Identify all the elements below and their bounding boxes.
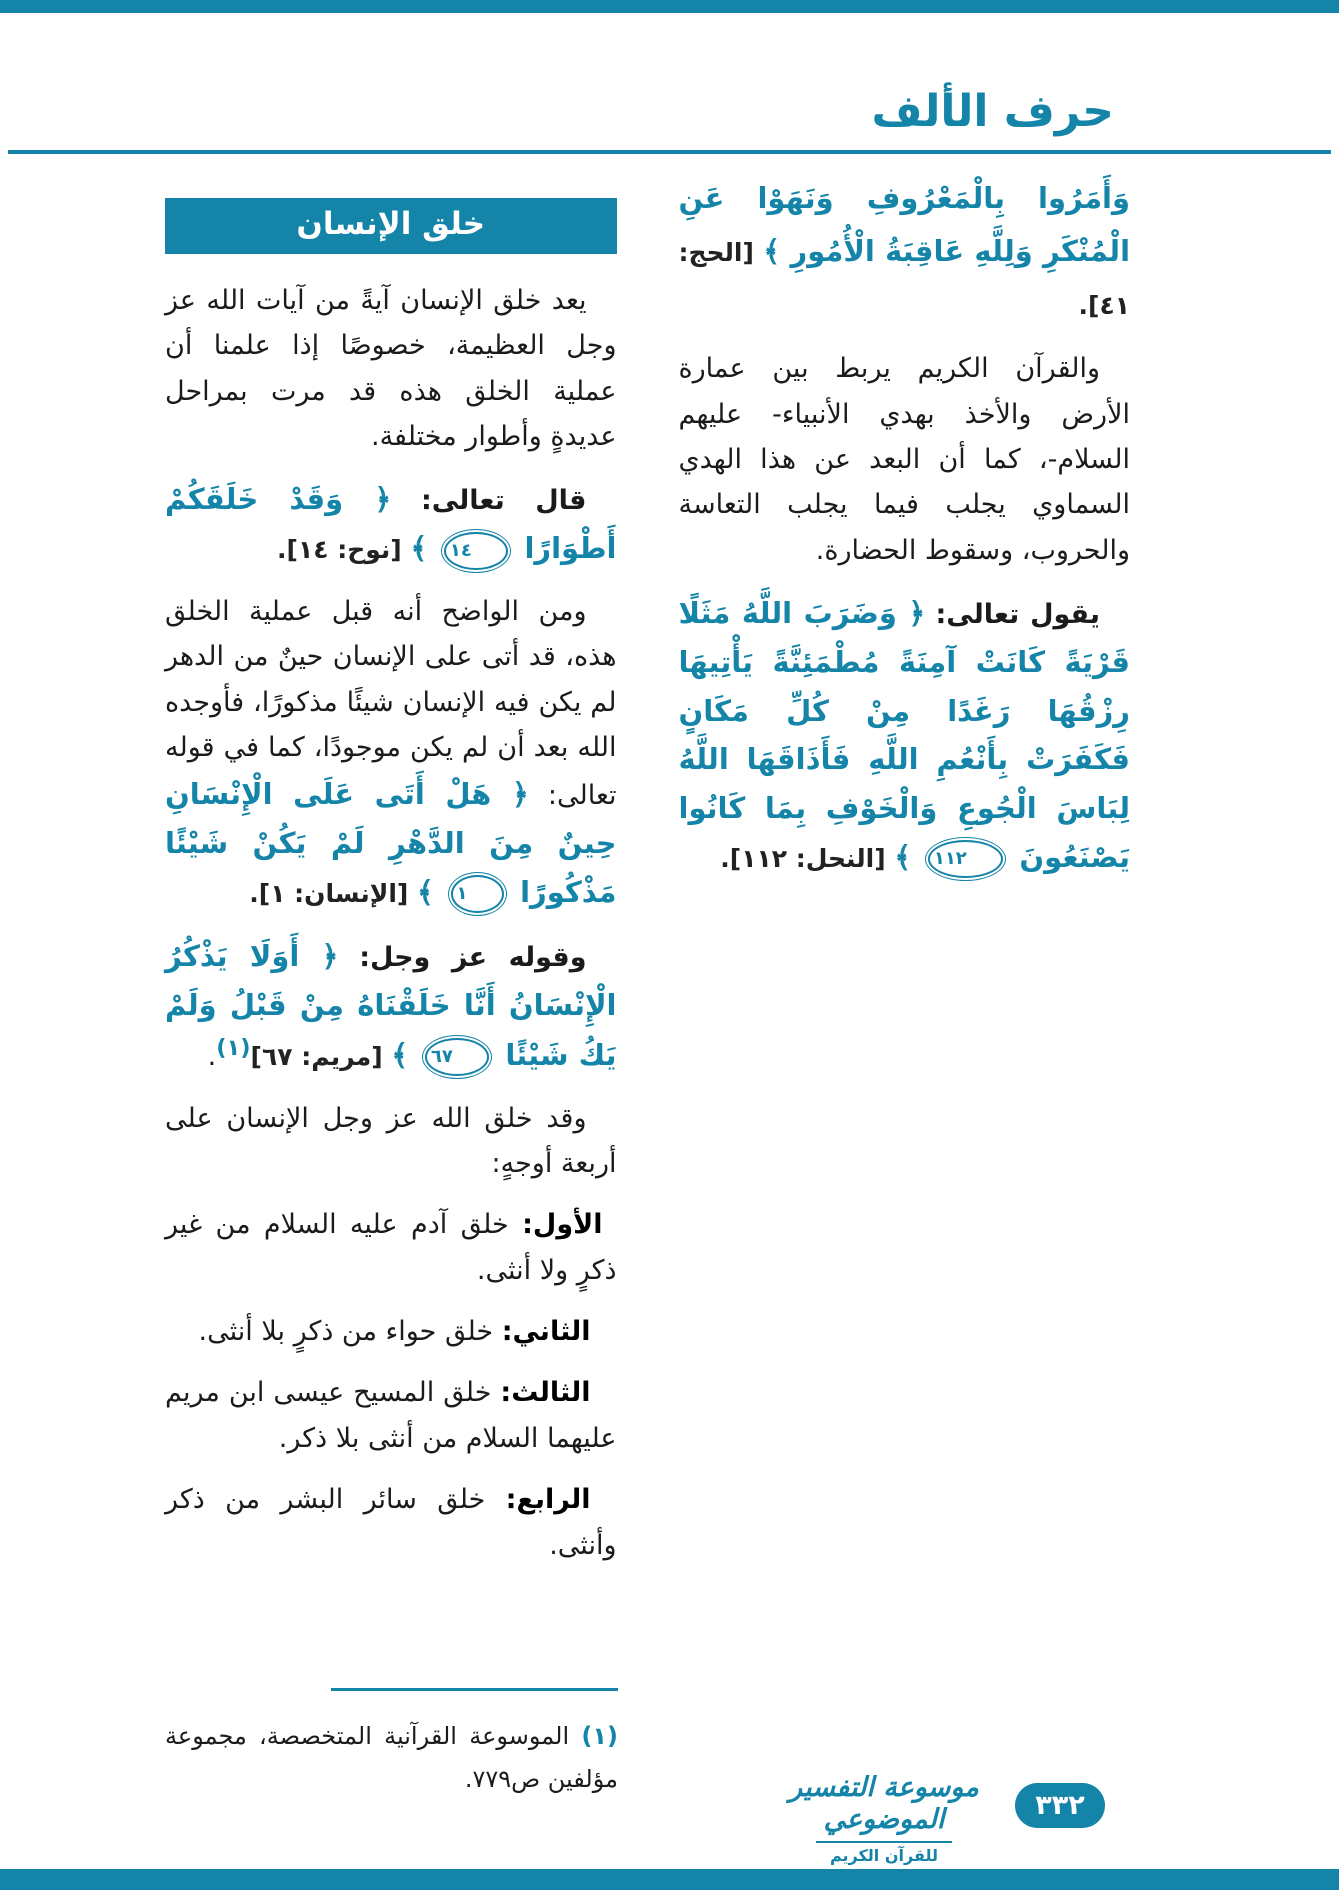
verse-reference: [مريم: ٦٧] <box>250 1041 383 1071</box>
verse-text: وَأَمَرُوا بِالْمَعْرُوفِ وَنَهَوْا عَنِ الْمُنْكَرِ وَلِلَّهِ عَاقِبَةُ الْأُمُورِ ﴾ <box>678 181 1131 268</box>
chapter-title: حرف الألف <box>871 86 1114 137</box>
quran-quote-paragraph <box>165 932 617 1079</box>
publisher-logo-title: موسوعة التفسير الموضوعي <box>789 1772 979 1836</box>
bottom-border-bar <box>0 1869 1339 1890</box>
section-title-box <box>165 198 617 254</box>
body-paragraph: وقد خلق الله عز وجل الإنسان على أربعة أوجهٍ: <box>165 1102 617 1179</box>
column-continuation <box>679 172 1131 897</box>
quran-quote-paragraph <box>165 589 617 917</box>
ayah-number-medallion: ١١٢ <box>928 840 1003 878</box>
ayah-number-medallion: ١٤ <box>444 532 508 570</box>
footnote-block <box>165 1688 618 1825</box>
aspect-item <box>165 1370 617 1461</box>
content-columns <box>165 172 1130 1584</box>
column-main <box>165 172 617 1584</box>
aspect-item <box>165 1477 617 1568</box>
footnote-separator <box>331 1688 618 1691</box>
quote-intro: قال تعالى: <box>421 485 587 517</box>
publisher-logo <box>765 1772 1003 1865</box>
verse-text: ﴿ وَضَرَبَ اللَّهُ مَثَلًا قَرْيَةً كَانَتْ آمِنَةً مُطْمَئِنَّةً يَأْتِيهَا رِزْقُهَا رَغَدًا مِنْ كُلِّ مَكَانٍ فَكَفَرَتْ بِأَنْعُمِ اللَّهِ فَأَذَاقَهَا اللَّهُ لِبَاسَ الْجُوعِ وَالْخَوْفِ بِمَا كَانُوا يَصْنَعُونَ <box>678 596 1130 874</box>
header-rule <box>8 150 1331 154</box>
verse-close-bracket: ﴾ <box>894 839 912 874</box>
quran-quote-paragraph <box>679 589 1131 881</box>
verse-text: ﴿ وَقَدْ خَلَقَكُمْ أَطْوَارًا <box>165 482 617 566</box>
aspect-item <box>165 1309 617 1354</box>
quran-verse-paragraph <box>679 172 1131 330</box>
verse-close-bracket: ﴾ <box>391 1037 409 1072</box>
quote-intro: وقوله عز وجل: <box>359 942 587 974</box>
verse-reference: [الإنسان: ١]. <box>249 878 409 908</box>
aspect-text: خلق حواء من ذكرٍ بلا أنثى. <box>198 1316 494 1348</box>
verse-text: ﴿ أَوَلَا يَذْكُرُ الْإِنْسَانُ أَنَّا خَلَقْنَاهُ مِنْ قَبْلُ وَلَمْ يَكُ شَيْئًا <box>165 939 617 1072</box>
footnote-body: الموسوعة القرآنية المتخصصة، مجموعة مؤلفين ص٧٧٩. <box>165 1722 618 1794</box>
page-number-badge: ٣٣٢ <box>1015 1783 1105 1828</box>
ayah-number-medallion: ١ <box>451 875 504 913</box>
quran-quote-paragraph <box>165 475 617 572</box>
publisher-logo-subtitle: للقرآن الكريم <box>816 1841 952 1865</box>
aspect-text: خلق سائر البشر من ذكر وأنثى. <box>165 1484 617 1561</box>
body-paragraph: والقرآن الكريم يربط بين عمارة الأرض والأخذ بهدي الأنبياء- عليهم السلام-، كما أن البعد عن هذا الهدي السماوي يجلب فيما يجلب التعاسة والحروب، وسقوط الحضارة. <box>678 353 1130 566</box>
verse-close-bracket: ﴾ <box>410 531 428 566</box>
aspect-text: خلق المسيح عيسى ابن مريم عليهما السلام من أنثى بلا ذكر. <box>165 1377 617 1454</box>
verse-reference: [نوح: ١٤]. <box>277 535 402 565</box>
aspect-label: الأول: <box>522 1209 603 1241</box>
aspect-label: الرابع: <box>505 1484 591 1516</box>
sentence-period: . <box>207 1040 217 1072</box>
footnote-text <box>165 1715 618 1801</box>
aspect-item <box>165 1202 617 1293</box>
section-title: خلق الإنسان <box>296 206 486 242</box>
paragraph-text: ومن الواضح أنه قبل عملية الخلق هذه، قد أتى على الإنسان حينٌ من الدهر لم يكن فيه الإنسان شيئًا مذكورًا، فأوجده الله بعد أن لم يكن موجودًا، كما في قوله تعالى: <box>165 595 617 812</box>
footnote-reference-mark: (١) <box>216 1034 251 1061</box>
footnote-number: (١) <box>581 1722 618 1750</box>
aspect-text: خلق آدم عليه السلام من غير ذكرٍ ولا أنثى. <box>165 1209 617 1286</box>
verse-text: ﴿ هَلْ أَتَى عَلَى الْإِنْسَانِ حِينٌ مِنَ الدَّهْرِ لَمْ يَكُنْ شَيْئًا مَذْكُورًا <box>165 777 617 909</box>
aspect-label: الثاني: <box>501 1316 591 1348</box>
top-border-bar <box>0 0 1339 13</box>
aspect-label: الثالث: <box>500 1377 591 1409</box>
ayah-number-medallion: ٦٧ <box>425 1038 489 1076</box>
quote-intro: يقول تعالى: <box>935 599 1100 631</box>
verse-reference: [الحج: ٤١]. <box>678 237 1130 320</box>
verse-close-bracket: ﴾ <box>416 874 434 909</box>
body-paragraph: يعد خلق الإنسان آيةً من آيات الله عز وجل العظيمة، خصوصًا إذا علمنا أن عملية الخلق هذه قد مرت بمراحل عديدةٍ وأطوار مختلفة. <box>165 285 617 453</box>
verse-reference: [النحل: ١١٢]. <box>720 843 886 873</box>
